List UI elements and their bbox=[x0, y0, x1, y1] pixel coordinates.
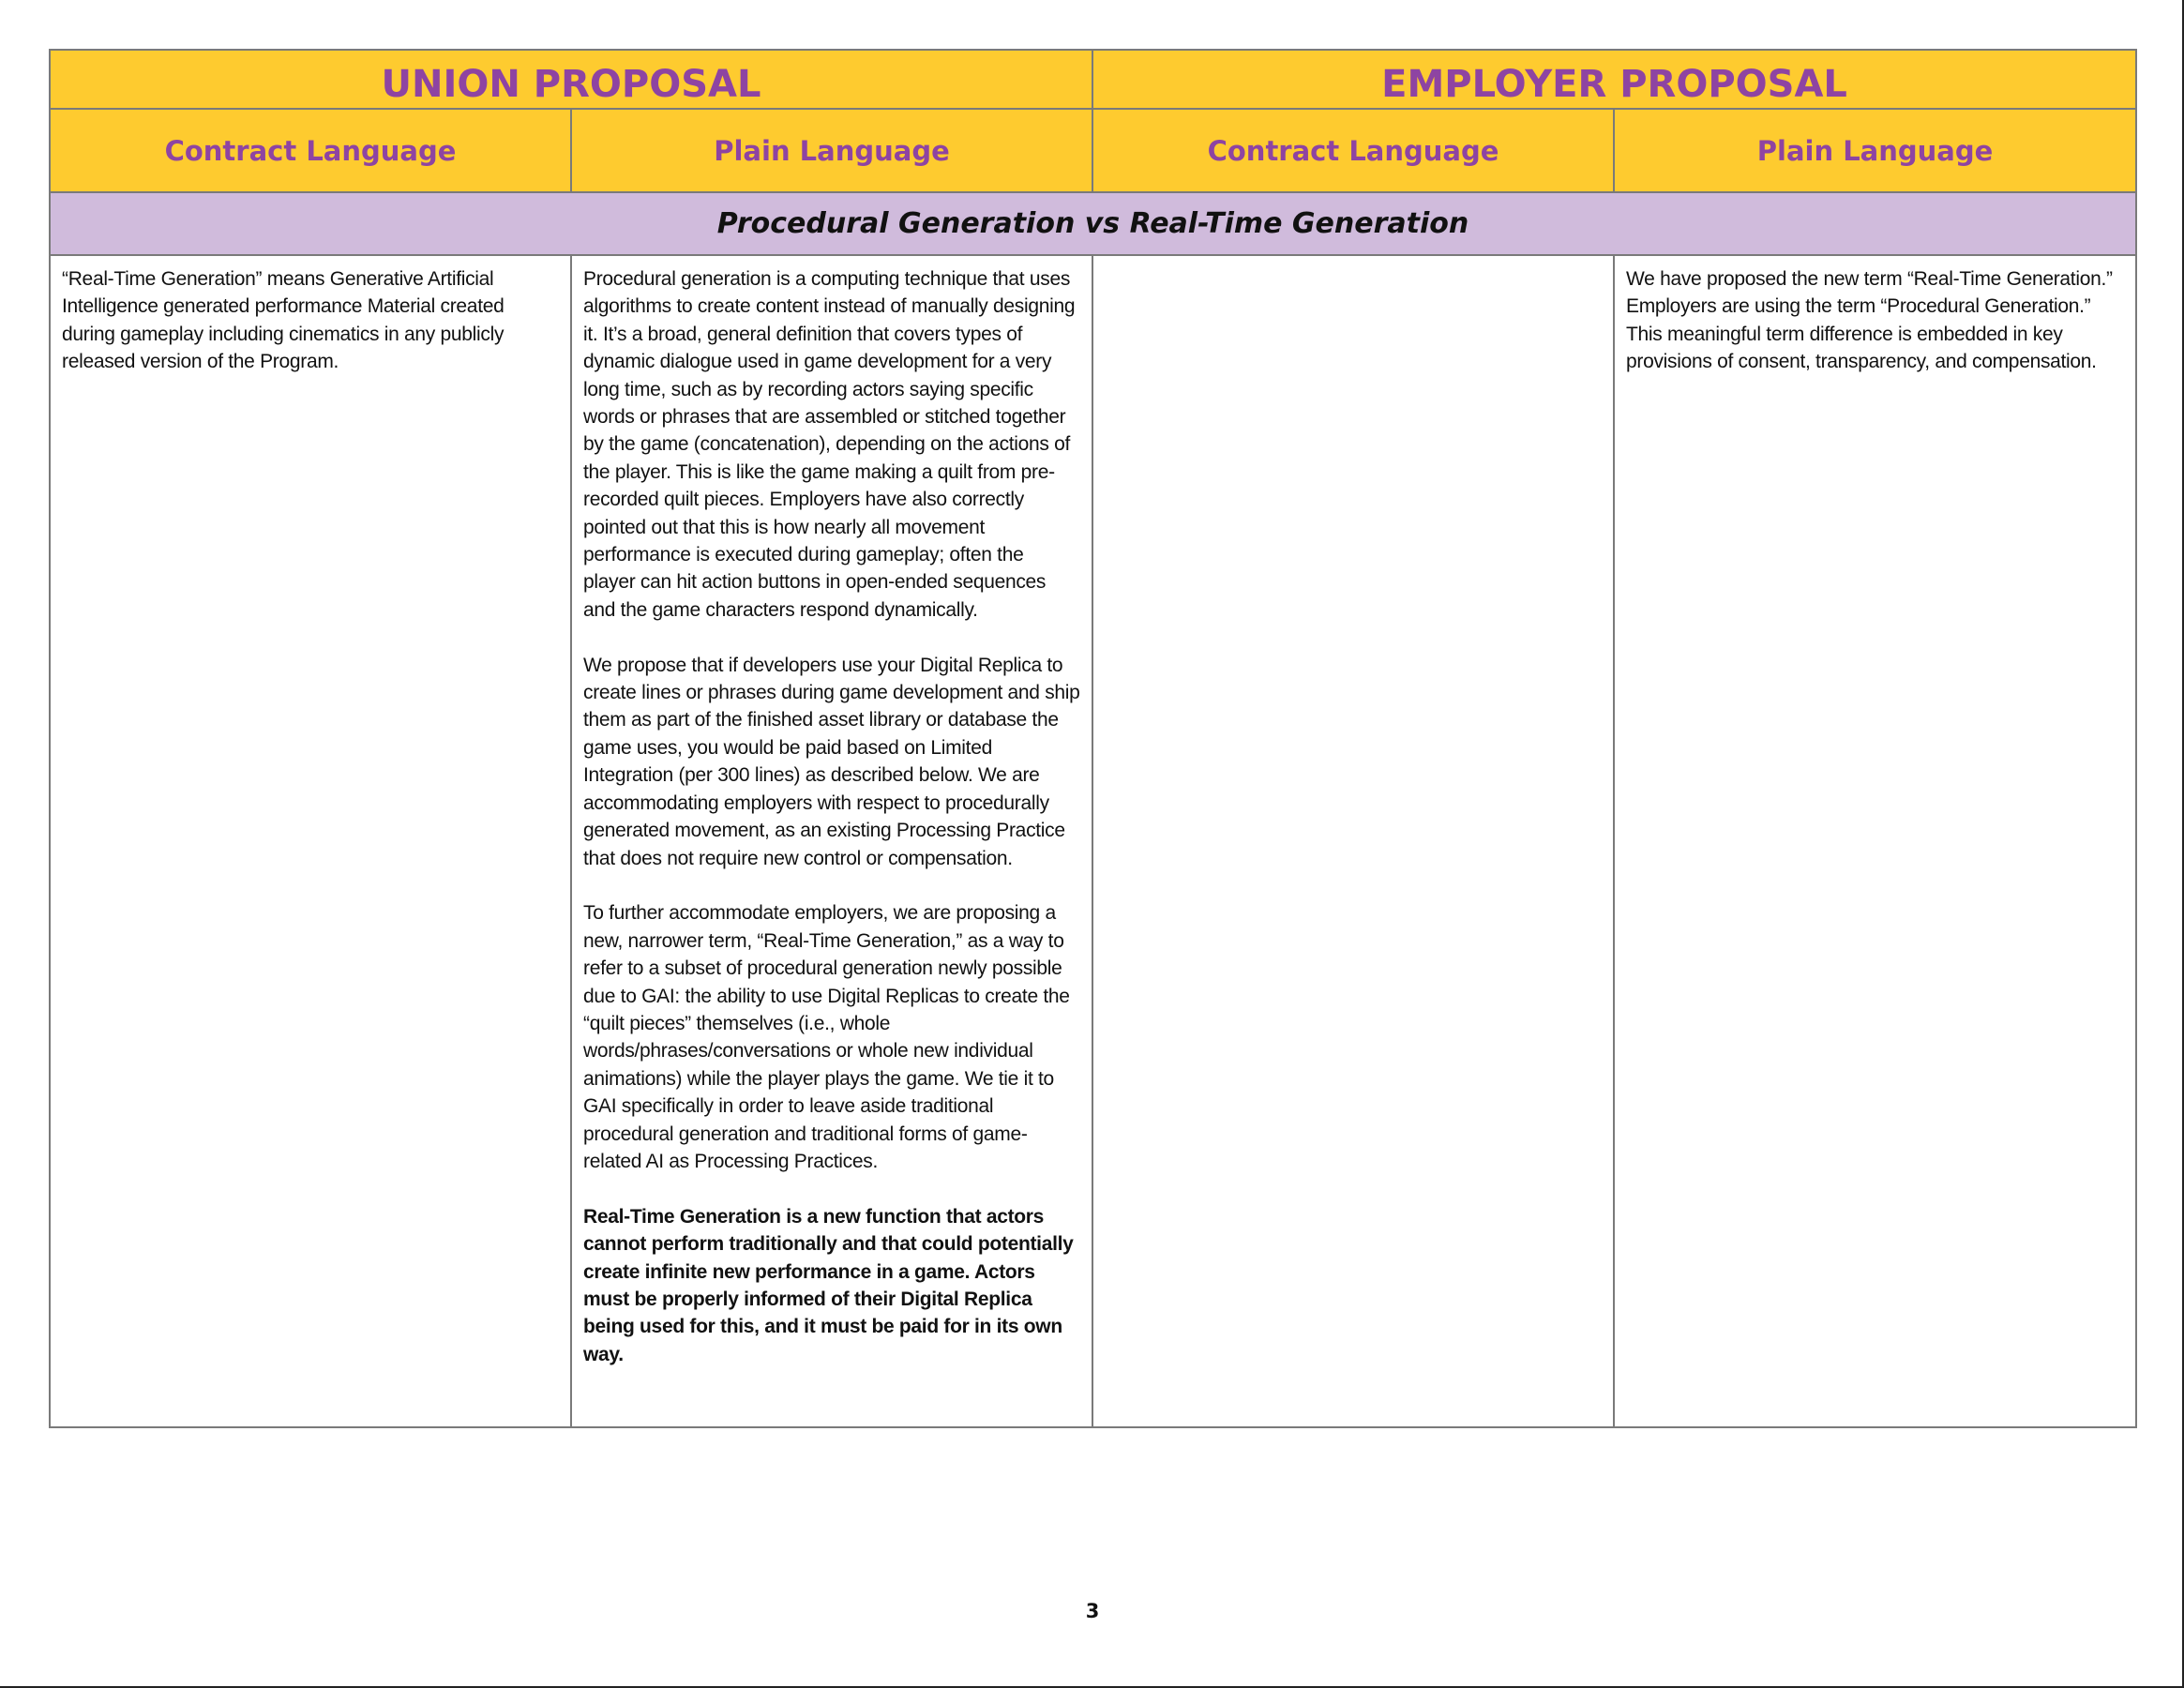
major-header-row bbox=[50, 50, 2136, 109]
union-plain-paragraph-1: Procedural generation is a computing technique that uses algorithms to create content instead of manually designing it. It’s a broad, general definition that covers types of dynamic dialogue used in game development for a very long time, such as by recording actors saying specific words or phrases that are assembled or stitched together by the game (concatenation), depending on the actions of the player. This is like the game making a quilt from pre-recorded quilt pieces. Employers have also correctly pointed out that this is how nearly all movement performance is executed during gameplay; often the player can hit action buttons in open-ended sequences and the game characters respond dynamically. bbox=[583, 268, 1076, 621]
page-number: 3 bbox=[1085, 1600, 1100, 1622]
union-contract-cell bbox=[50, 255, 571, 1427]
union-plain-paragraph-3: To further accommodate employers, we are proposing a new, narrower term, “Real-Time Generation,” as a way to refer to a subset of procedural generation newly possible due to GAI: the ability to use Digital Replicas to create the “quilt pieces” themselves (i.e., whole words/phrases/conversations or whole new individual animations) while the player plays the game. We tie it to GAI specifically in order to leave aside traditional procedural generation and traditional forms of game-related AI as Processing Practices. bbox=[583, 902, 1070, 1172]
section-title: Procedural Generation vs Real-Time Generation bbox=[50, 192, 2136, 255]
union-plain-cell bbox=[571, 255, 1092, 1427]
employer-contract-cell-empty bbox=[1092, 255, 1614, 1427]
employer-plain-paragraph: We have proposed the new term “Real-Time Generation.” Employers are using the term “Procedural Generation.” This meaningful term difference is embedded in key provisions of consent, transparency, and compensation. bbox=[1626, 268, 2113, 373]
column-header-row bbox=[50, 109, 2136, 192]
union-plain-paragraph-2: We propose that if developers use your Digital Replica to create lines or phrases during game development and ship them as part of the finished asset library or database the game uses, you would be paid based on Limited Integration (per 300 lines) as described below. We are accommodating employers with respect to procedurally generated movement, as an existing Processing Practice that does not require new control or compensation. bbox=[583, 654, 1080, 869]
employer-contract-language-header: Contract Language bbox=[1092, 109, 1614, 192]
union-contract-language-header: Contract Language bbox=[50, 109, 571, 192]
employer-plain-cell bbox=[1614, 255, 2136, 1427]
union-plain-paragraph-4-bold: Real-Time Generation is a new function that actors cannot perform traditionally and that could potentially create infinite new performance in a game. Actors must be properly informed of their Digital Replica being used for this, and it must be paid for in its own way. bbox=[583, 1205, 1074, 1365]
union-plain-language-header: Plain Language bbox=[571, 109, 1092, 192]
employer-plain-language-header: Plain Language bbox=[1614, 109, 2136, 192]
table-row bbox=[50, 255, 2136, 1427]
section-row bbox=[50, 192, 2136, 255]
union-contract-paragraph: “Real-Time Generation” means Generative Artificial Intelligence generated performance Material created during gameplay including cinematics in any publicly released version of the Program. bbox=[62, 268, 505, 373]
proposal-comparison-table bbox=[49, 49, 2137, 1428]
employer-proposal-header: EMPLOYER PROPOSAL bbox=[1092, 50, 2136, 109]
union-proposal-header: UNION PROPOSAL bbox=[50, 50, 1092, 109]
